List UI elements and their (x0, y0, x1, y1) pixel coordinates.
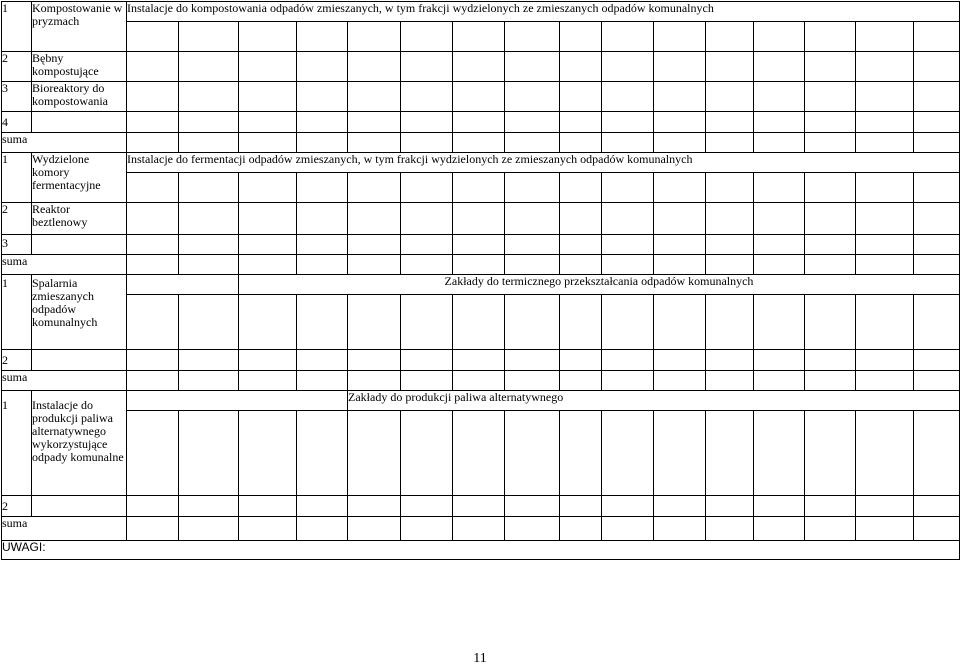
empty-cell (856, 203, 914, 235)
empty-cell (127, 112, 179, 133)
section-1-row-2 (2, 52, 960, 82)
empty-cell (754, 255, 805, 275)
empty-cell (239, 52, 297, 82)
empty-cell (297, 203, 348, 235)
empty-cell (805, 133, 856, 153)
empty-cell (560, 255, 602, 275)
empty-cell (856, 496, 914, 517)
empty-cell (602, 112, 654, 133)
empty-cell (401, 235, 453, 255)
empty-cell (297, 517, 348, 541)
empty-cell (602, 255, 654, 275)
empty-cell (754, 112, 805, 133)
empty-cell (127, 52, 179, 82)
section-1-row-3 (2, 82, 960, 112)
empty-cell (560, 173, 602, 203)
row-label: Kompostowanie w pryzmach (32, 2, 127, 52)
section-3-suma-row (2, 371, 960, 391)
empty-cell (706, 52, 754, 82)
empty-cell (706, 371, 754, 391)
empty-cell (348, 52, 401, 82)
empty-cell (297, 133, 348, 153)
row-label (32, 112, 127, 133)
empty-cell (602, 411, 654, 496)
empty-cell (602, 82, 654, 112)
row-number: 2 (2, 203, 32, 235)
empty-cell (805, 52, 856, 82)
section-2-row-2 (2, 203, 960, 235)
empty-cell (754, 411, 805, 496)
empty-cell (127, 173, 179, 203)
empty-cell (348, 22, 401, 52)
section-1-row-1 (2, 2, 960, 22)
empty-cell (560, 517, 602, 541)
empty-cell (127, 235, 179, 255)
empty-cell (654, 22, 706, 52)
empty-cell (297, 52, 348, 82)
empty-cell (856, 350, 914, 371)
empty-cell (401, 22, 453, 52)
empty-cell (401, 52, 453, 82)
empty-cell (754, 22, 805, 52)
section-4-suma-row (2, 517, 960, 541)
empty-cell (805, 235, 856, 255)
empty-cell (505, 22, 560, 52)
empty-cell (560, 52, 602, 82)
uwagi-row (2, 541, 960, 560)
empty-cell (856, 112, 914, 133)
empty-cell (805, 411, 856, 496)
empty-cell (914, 371, 960, 391)
empty-cell (914, 82, 960, 112)
empty-cell (706, 255, 754, 275)
row-number: 3 (2, 82, 32, 112)
empty-cell (754, 295, 805, 350)
empty-cell (179, 371, 239, 391)
empty-cell (179, 295, 239, 350)
section-2-row-3 (2, 235, 960, 255)
empty-cell (505, 203, 560, 235)
uwagi-label: UWAGI: (2, 541, 960, 560)
empty-cell (453, 112, 505, 133)
empty-cell (602, 173, 654, 203)
empty-cell (401, 295, 453, 350)
empty-cell (401, 112, 453, 133)
row-label: Bębny kompostujące (32, 52, 127, 82)
page-number: 11 (473, 651, 487, 666)
empty-cell (560, 203, 602, 235)
empty-cell (805, 496, 856, 517)
empty-cell (179, 350, 239, 371)
empty-cell (914, 203, 960, 235)
empty-cell (805, 173, 856, 203)
empty-cell (127, 22, 179, 52)
empty-cell (654, 235, 706, 255)
empty-cell (754, 517, 805, 541)
empty-cell (127, 295, 179, 350)
empty-cell (453, 496, 505, 517)
empty-cell (127, 133, 179, 153)
empty-cell (239, 371, 297, 391)
empty-cell (348, 82, 401, 112)
empty-cell (401, 517, 453, 541)
empty-cell (453, 371, 505, 391)
empty-cell (706, 517, 754, 541)
empty-cell (560, 496, 602, 517)
empty-cell (856, 255, 914, 275)
empty-cell (560, 133, 602, 153)
empty-cell (754, 133, 805, 153)
empty-cell (856, 52, 914, 82)
empty-cell (127, 496, 179, 517)
empty-cell (805, 371, 856, 391)
section-title: Zakłady do produkcji paliwa alternatywnego (348, 391, 960, 411)
empty-cell (856, 82, 914, 112)
empty-cell (560, 350, 602, 371)
row-number: 1 (2, 275, 32, 350)
suma-label: suma (2, 133, 127, 153)
empty-cell (805, 255, 856, 275)
empty-cell (914, 255, 960, 275)
row-number: 1 (2, 391, 32, 496)
section-4-row-1 (2, 391, 960, 411)
empty-cell (297, 112, 348, 133)
empty-cell (856, 173, 914, 203)
empty-cell (706, 82, 754, 112)
row-number: 2 (2, 52, 32, 82)
empty-cell (706, 203, 754, 235)
section-1-suma-row (2, 133, 960, 153)
empty-cell (754, 496, 805, 517)
empty-cell (348, 255, 401, 275)
empty-cell (914, 112, 960, 133)
empty-cell (602, 203, 654, 235)
empty-cell (754, 203, 805, 235)
row-label (32, 496, 127, 517)
empty-cell (914, 350, 960, 371)
empty-cell (179, 112, 239, 133)
empty-cell (453, 255, 505, 275)
empty-cell (654, 203, 706, 235)
empty-cell (706, 411, 754, 496)
empty-cell (401, 371, 453, 391)
empty-cell (505, 295, 560, 350)
row-number: 1 (2, 2, 32, 52)
empty-cell (856, 133, 914, 153)
empty-cell (348, 350, 401, 371)
empty-cell (239, 22, 297, 52)
empty-cell (127, 350, 179, 371)
empty-cell (297, 22, 348, 52)
empty-cell (453, 203, 505, 235)
empty-cell (560, 235, 602, 255)
row-number: 4 (2, 112, 32, 133)
row-label (32, 235, 127, 255)
empty-cell (179, 203, 239, 235)
empty-cell (754, 350, 805, 371)
row-label: Reaktor beztlenowy (32, 203, 127, 235)
empty-cell (914, 235, 960, 255)
empty-cell (560, 22, 602, 52)
empty-cell (127, 82, 179, 112)
row-label: Spalarnia zmieszanych odpadów komunalnych (32, 275, 127, 350)
empty-cell (754, 371, 805, 391)
section-1-row-4 (2, 112, 960, 133)
row-number: 3 (2, 235, 32, 255)
empty-cell (560, 82, 602, 112)
empty-cell (805, 295, 856, 350)
empty-cell (401, 82, 453, 112)
empty-cell (805, 517, 856, 541)
empty-cell (239, 517, 297, 541)
empty-cell (179, 235, 239, 255)
empty-cell (805, 22, 856, 52)
empty-cell (505, 255, 560, 275)
empty-cell (453, 517, 505, 541)
empty-cell (453, 350, 505, 371)
section-title: Instalacje do kompostowania odpadów zmieszanych, w tym frakcji wydzielonych ze zmieszanych odpadów komunalnych (127, 2, 960, 22)
empty-cell (505, 112, 560, 133)
empty-cell (856, 371, 914, 391)
empty-cell (914, 133, 960, 153)
empty-cell (505, 173, 560, 203)
empty-cell (179, 517, 239, 541)
empty-cell (348, 173, 401, 203)
empty-cell (239, 133, 297, 153)
empty-cell (754, 235, 805, 255)
empty-cell (505, 52, 560, 82)
empty-cell (239, 295, 297, 350)
empty-cell (602, 350, 654, 371)
empty-cell (348, 203, 401, 235)
empty-cell (654, 517, 706, 541)
empty-cell (453, 82, 505, 112)
empty-cell (453, 52, 505, 82)
row-number: 2 (2, 496, 32, 517)
empty-cell (602, 235, 654, 255)
empty-cell (914, 411, 960, 496)
empty-cell (914, 52, 960, 82)
row-number: 2 (2, 350, 32, 371)
empty-cell (297, 350, 348, 371)
empty-cell (856, 295, 914, 350)
empty-cell (602, 133, 654, 153)
empty-cell (505, 411, 560, 496)
empty-cell (127, 255, 179, 275)
empty-cell (348, 235, 401, 255)
empty-cell (401, 133, 453, 153)
empty-cell (706, 295, 754, 350)
empty-cell (297, 255, 348, 275)
empty-cell (754, 82, 805, 112)
empty-cell (179, 133, 239, 153)
empty-cell (805, 203, 856, 235)
empty-cell (239, 235, 297, 255)
empty-cell (453, 295, 505, 350)
empty-cell (805, 350, 856, 371)
suma-label: suma (2, 255, 127, 275)
empty-cell (297, 173, 348, 203)
empty-cell (127, 203, 179, 235)
empty-cell (914, 295, 960, 350)
empty-cell (453, 173, 505, 203)
empty-cell (856, 22, 914, 52)
empty-cell (239, 496, 297, 517)
empty-cell (654, 295, 706, 350)
empty-cell (179, 22, 239, 52)
empty-cell (401, 496, 453, 517)
empty-cell (560, 411, 602, 496)
empty-cell (297, 371, 348, 391)
empty-cell (654, 411, 706, 496)
empty-cell (914, 517, 960, 541)
empty-cell (805, 82, 856, 112)
empty-cell (914, 496, 960, 517)
empty-cell (654, 52, 706, 82)
section-title: Zakłady do termicznego przekształcania odpadów komunalnych (239, 275, 960, 295)
empty-cell (453, 411, 505, 496)
empty-cell (127, 275, 239, 295)
empty-cell (453, 22, 505, 52)
suma-label: suma (2, 517, 127, 541)
empty-cell (297, 235, 348, 255)
empty-cell (401, 411, 453, 496)
empty-cell (602, 295, 654, 350)
empty-cell (239, 82, 297, 112)
section-4-row-2 (2, 496, 960, 517)
empty-cell (401, 255, 453, 275)
empty-cell (805, 112, 856, 133)
empty-cell (179, 411, 239, 496)
empty-cell (179, 496, 239, 517)
empty-cell (505, 235, 560, 255)
section-3-row-1 (2, 275, 960, 295)
empty-cell (179, 52, 239, 82)
empty-cell (706, 22, 754, 52)
empty-cell (348, 411, 401, 496)
section-3-row-2 (2, 350, 960, 371)
empty-cell (754, 173, 805, 203)
empty-cell (453, 133, 505, 153)
empty-cell (179, 255, 239, 275)
data-table (1, 1, 960, 560)
row-number: 1 (2, 153, 32, 203)
empty-cell (560, 112, 602, 133)
empty-cell (239, 255, 297, 275)
empty-cell (602, 496, 654, 517)
empty-cell (654, 350, 706, 371)
empty-cell (505, 371, 560, 391)
row-label: Instalacje do produkcji paliwa alternatywnego wykorzystujące odpady komunalne (32, 391, 127, 496)
empty-cell (239, 173, 297, 203)
row-label (32, 350, 127, 371)
empty-cell (239, 350, 297, 371)
empty-cell (401, 203, 453, 235)
suma-label: suma (2, 371, 127, 391)
empty-cell (706, 133, 754, 153)
empty-cell (297, 295, 348, 350)
row-label: Wydzielone komory fermentacyjne (32, 153, 127, 203)
empty-cell (179, 173, 239, 203)
empty-cell (654, 112, 706, 133)
empty-cell (754, 52, 805, 82)
empty-cell (239, 411, 297, 496)
empty-cell (654, 173, 706, 203)
empty-cell (239, 112, 297, 133)
empty-cell (560, 295, 602, 350)
empty-cell (348, 496, 401, 517)
empty-cell (505, 496, 560, 517)
empty-cell (602, 517, 654, 541)
empty-cell (856, 235, 914, 255)
empty-cell (505, 82, 560, 112)
empty-cell (453, 235, 505, 255)
empty-cell (348, 112, 401, 133)
empty-cell (706, 496, 754, 517)
empty-cell (706, 350, 754, 371)
empty-cell (914, 22, 960, 52)
section-title: Instalacje do fermentacji odpadów zmieszanych, w tym frakcji wydzielonych ze zmieszanych odpadów komunalnych (127, 153, 960, 173)
empty-cell (706, 235, 754, 255)
empty-cell (239, 203, 297, 235)
empty-cell (297, 496, 348, 517)
empty-cell (401, 173, 453, 203)
empty-cell (127, 411, 179, 496)
empty-cell (127, 391, 348, 411)
empty-cell (602, 52, 654, 82)
empty-cell (297, 411, 348, 496)
empty-cell (127, 517, 179, 541)
empty-cell (602, 22, 654, 52)
empty-cell (654, 133, 706, 153)
empty-cell (505, 517, 560, 541)
empty-cell (706, 173, 754, 203)
section-2-row-1 (2, 153, 960, 173)
empty-cell (348, 371, 401, 391)
empty-cell (654, 82, 706, 112)
empty-cell (856, 411, 914, 496)
empty-cell (654, 255, 706, 275)
section-2-suma-row (2, 255, 960, 275)
empty-cell (127, 371, 179, 391)
empty-cell (602, 371, 654, 391)
empty-cell (560, 371, 602, 391)
empty-cell (179, 82, 239, 112)
empty-cell (348, 133, 401, 153)
empty-cell (348, 517, 401, 541)
empty-cell (856, 517, 914, 541)
row-label: Bioreaktory do kompostowania (32, 82, 127, 112)
empty-cell (348, 295, 401, 350)
empty-cell (654, 496, 706, 517)
empty-cell (505, 133, 560, 153)
empty-cell (706, 112, 754, 133)
empty-cell (654, 371, 706, 391)
empty-cell (297, 82, 348, 112)
empty-cell (505, 350, 560, 371)
empty-cell (914, 173, 960, 203)
empty-cell (401, 350, 453, 371)
